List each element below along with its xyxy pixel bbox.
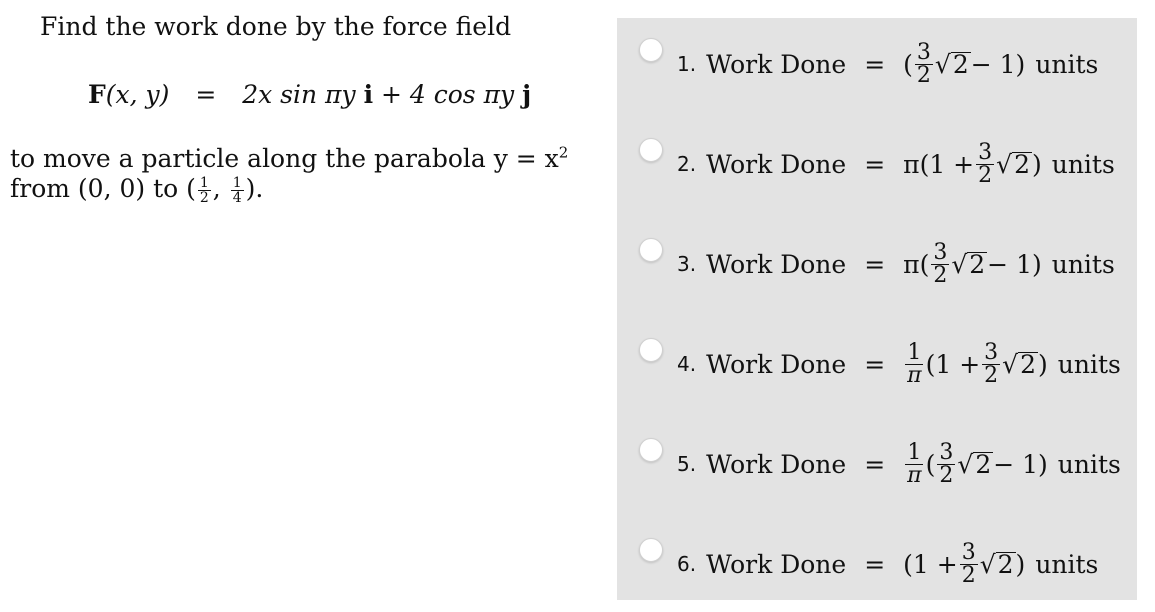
option-units: units [1051,149,1115,179]
option-1-text [677,32,1098,96]
sqrt-symbol: √ [957,449,974,479]
formula-rhs-part2: + 4 cos πy [373,80,523,109]
path-line2-suffix: ). [245,174,264,203]
option-4-text [677,332,1121,396]
sqrt-symbol: √ [951,249,968,279]
answer-option-4[interactable] [617,332,1137,412]
coef-fraction [931,239,949,288]
option-equals: = [864,449,886,479]
frac-den: 2 [984,362,999,388]
expr-pre: (1 + [903,549,958,579]
frac-den: 2 [933,262,948,288]
coef-fraction [960,539,978,588]
option-6-text [677,532,1098,596]
sqrt-expression [996,150,1032,179]
answer-option-5[interactable] [617,432,1137,512]
answer-option-6[interactable] [617,532,1137,612]
expr-post: − 1) [970,49,1026,79]
question-intro: Find the work done by the force field [40,12,512,41]
option-equals: = [864,549,886,579]
sqrt-expression [951,250,987,279]
option-units: units [1051,249,1115,279]
option-number: 6. [677,552,697,576]
radio-button-3[interactable] [639,238,663,262]
option-label: Work Done [706,349,847,379]
formula-vector-f: F [88,80,106,109]
coef-fraction [982,339,1000,388]
path-description [10,144,568,205]
frac-den: 2 [978,162,993,188]
expr-post: − 1) [993,449,1048,479]
radio-button-6[interactable] [639,538,663,562]
frac-num: 3 [984,339,999,365]
frac-den: 2 [939,462,954,488]
option-label: Work Done [706,149,847,179]
path-line2-prefix: from (0, 0) to ( [10,174,196,203]
force-field-formula [88,80,531,109]
expr-pre: (1 + [925,349,981,379]
radio-button-5[interactable] [639,438,663,462]
option-equals: = [864,349,886,379]
coef-fraction [937,439,955,488]
option-equals: = [864,249,886,279]
coef-fraction [915,39,933,88]
path-line1-text: to move a particle along the parabola y = x [10,144,559,173]
option-number: 4. [677,352,697,376]
frac-den: π [907,462,922,488]
path-fraction-1 [198,176,211,205]
frac-den: π [907,362,922,388]
path-line1-exponent: 2 [558,143,569,162]
path-fraction-2 [231,176,244,205]
sqrt-radicand: 2 [1020,349,1037,379]
sqrt-expression [935,50,971,79]
frac-num: 3 [916,39,931,65]
option-number: 5. [677,452,697,476]
sqrt-radicand: 2 [952,49,969,79]
answer-options [617,18,1137,600]
option-units: units [1035,49,1099,79]
answer-option-2[interactable] [617,132,1137,212]
sqrt-symbol: √ [996,149,1013,179]
formula-vector-i: i [363,80,374,109]
sqrt-expression [957,450,993,479]
formula-args: (x, y) [105,80,170,109]
coef-fraction [976,139,994,188]
expr-pre: ( [903,49,913,79]
sqrt-expression [1002,350,1038,379]
option-3-text [677,232,1115,296]
path-line-1 [10,144,568,174]
option-label: Work Done [706,49,847,79]
option-expression [903,339,1048,388]
radio-button-2[interactable] [639,138,663,162]
option-expression [903,139,1042,188]
option-2-text [677,132,1115,196]
sqrt-symbol: √ [1002,349,1019,379]
option-label: Work Done [706,449,847,479]
option-units: units [1035,549,1099,579]
radio-button-1[interactable] [639,38,663,62]
sqrt-radicand: 2 [975,449,992,479]
option-expression [903,39,1026,88]
sqrt-radicand: 2 [997,549,1014,579]
option-units: units [1057,349,1121,379]
path-frac1-num: 1 [199,175,209,191]
path-line-2 [10,174,568,205]
path-frac2-den: 4 [232,190,242,206]
expr-pre: π(1 + [903,149,975,179]
expr-post: ) [1015,549,1026,579]
path-frac2-num: 1 [232,175,242,191]
sqrt-expression [980,550,1016,579]
frac-num: 3 [961,539,976,565]
option-expression [903,239,1042,288]
option-equals: = [864,49,886,79]
formula-rhs-part1: 2x sin πy [242,80,364,109]
formula-vector-j: j [522,80,532,109]
option-expression [903,439,1048,488]
option-label: Work Done [706,549,847,579]
frac-den: 2 [916,62,931,88]
frac-num: 3 [939,439,954,465]
path-frac1-den: 2 [199,190,209,206]
sqrt-symbol: √ [934,49,951,79]
expr-pre: π( [903,249,930,279]
option-number: 2. [677,152,697,176]
sqrt-symbol: √ [979,549,996,579]
expr-post: − 1) [987,249,1042,279]
option-number: 3. [677,252,697,276]
expr-post: ) [1031,149,1042,179]
frac-num: 1 [907,339,922,365]
expr-pre: ( [925,449,936,479]
formula-equals: = [195,80,217,109]
answer-option-1[interactable] [617,32,1137,112]
expr-post: ) [1038,349,1048,379]
sqrt-radicand: 2 [1014,149,1030,179]
path-separator: , [212,174,229,203]
lead-fraction [905,439,923,488]
frac-den: 2 [961,562,976,588]
option-equals: = [864,149,886,179]
frac-num: 3 [978,139,993,165]
radio-button-4[interactable] [639,338,663,362]
lead-fraction [905,339,923,388]
answer-option-3[interactable] [617,232,1137,312]
option-expression [903,539,1026,588]
option-5-text [677,432,1121,496]
option-number: 1. [677,52,697,76]
option-label: Work Done [706,249,847,279]
frac-num: 3 [933,239,948,265]
option-units: units [1057,449,1121,479]
frac-num: 1 [907,439,922,465]
sqrt-radicand: 2 [969,249,986,279]
